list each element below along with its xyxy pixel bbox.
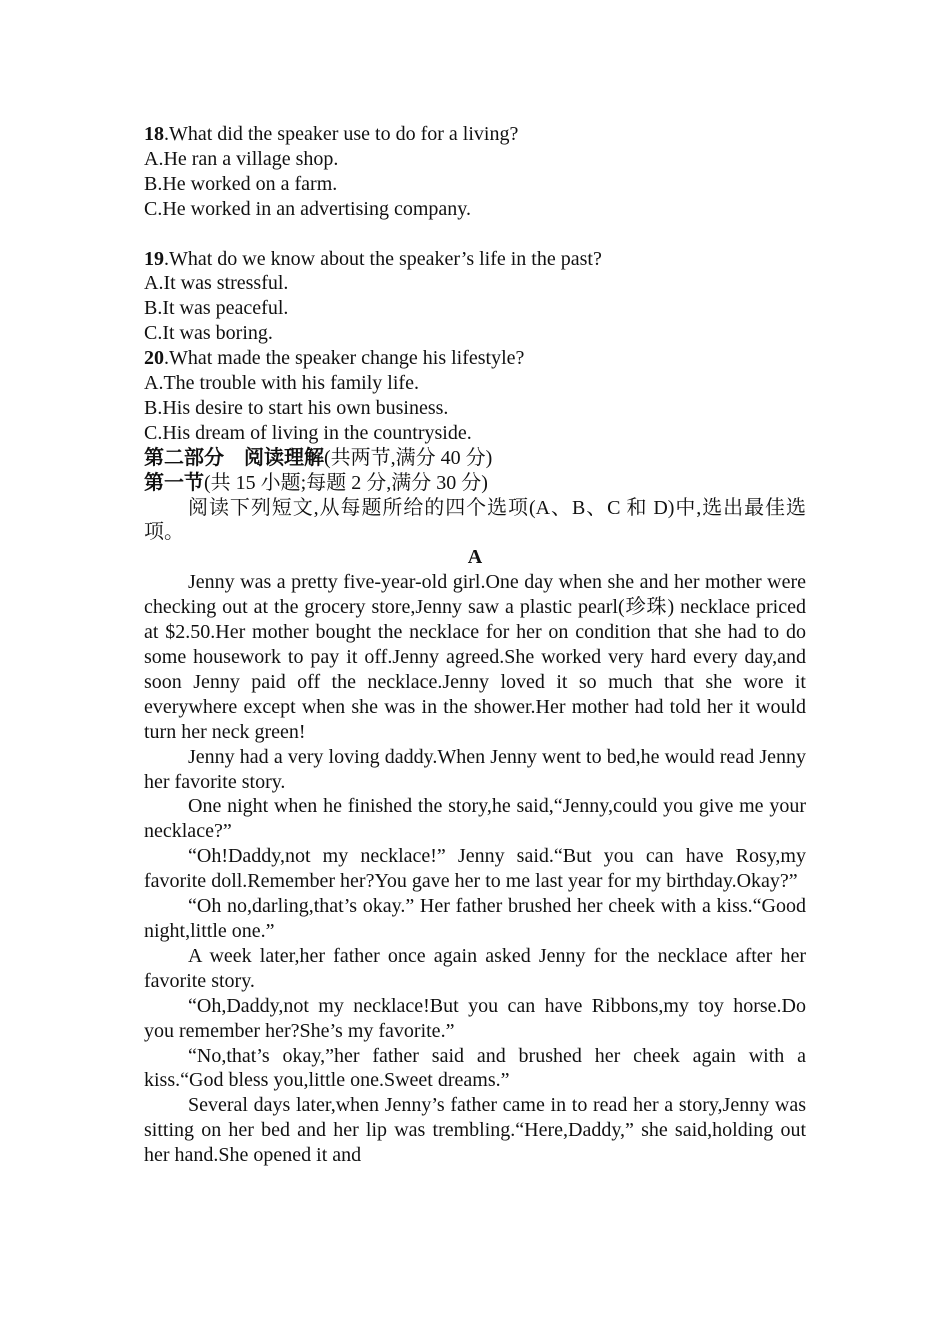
question-19 — [144, 247, 806, 272]
question-text: .What did the speaker use to do for a living? — [164, 123, 519, 145]
instruction-text: 阅读下列短文,从每题所给的四个选项(A、B、C 和 D)中,选出最佳选项。 — [144, 496, 806, 544]
question-18 — [144, 122, 806, 147]
passage-paragraph: “Oh,Daddy,not my necklace!But you can have Ribbons,my toy horse.Do you remember her?She’s my favorite.” — [144, 994, 806, 1042]
passage-paragraph: “Oh!Daddy,not my necklace!” Jenny said.“But you can have Rosy,my favorite doll.Remember her?You gave her to me last year for my birthday.Okay?” — [144, 845, 806, 893]
option-a: A.It was stressful. — [144, 272, 289, 295]
document-page — [144, 122, 806, 1168]
option-b: B.He worked on a farm. — [144, 172, 338, 195]
section-heading — [144, 446, 806, 471]
option-c: C.His dream of living in the countryside. — [144, 421, 472, 444]
question-number: 18 — [144, 123, 164, 145]
passage-paragraph: “No,that’s okay,”her father said and brushed her cheek again with a kiss.“God bless you,little one.Sweet dreams.” — [144, 1044, 806, 1092]
question-20 — [144, 346, 806, 371]
passage-paragraph: Jenny was a pretty five-year-old girl.One day when she and her mother were checking out at the grocery store,Jenny saw a plastic pearl(珍珠) necklace priced at $2.50.Her mother bought the necklace for her on condition that she had to do some housework to pay it off.Jenny agreed.She worked very hard every day,and soon Jenny paid off the necklace.Jenny loved it so much that she wore it everywhere except when she was in the shower.Her mother had told her it would turn her neck green! — [144, 571, 806, 743]
section-note: (共两节,满分 40 分) — [324, 446, 493, 469]
option-b: B.It was peaceful. — [144, 297, 289, 320]
passage-paragraph: “Oh no,darling,that’s okay.” Her father brushed her cheek with a kiss.“Good night,little one.” — [144, 895, 806, 942]
question-number: 19 — [144, 247, 164, 270]
question-number: 20 — [144, 347, 164, 370]
question-text: .What do we know about the speaker’s life in the past? — [164, 247, 602, 270]
subsection-note: (共 15 小题;每题 2 分,满分 30 分) — [204, 471, 488, 494]
passage-paragraph: One night when he finished the story,he said,“Jenny,could you give me your necklace?” — [144, 795, 806, 843]
option-a: A.He ran a village shop. — [144, 147, 339, 170]
option-c: C.It was boring. — [144, 322, 273, 345]
option-a: A.The trouble with his family life. — [144, 372, 419, 395]
question-text: .What made the speaker change his lifestyle? — [164, 347, 525, 370]
spacer — [144, 222, 806, 247]
passage-paragraph: A week later,her father once again asked Jenny for the necklace after her favorite story. — [144, 944, 806, 992]
passage-paragraph: Jenny had a very loving daddy.When Jenny went to bed,he would read Jenny her favorite story. — [144, 745, 806, 793]
option-c: C.He worked in an advertising company. — [144, 197, 471, 220]
option-b: B.His desire to start his own business. — [144, 396, 449, 419]
passage-heading: A — [467, 546, 483, 569]
subsection-title: 第一节 — [144, 471, 204, 494]
subsection-heading — [144, 471, 806, 496]
passage-paragraph: Several days later,when Jenny’s father came in to read her a story,Jenny was sitting on her bed and her lip was trembling.“Here,Daddy,” she said,holding out her hand.She opened it and — [144, 1094, 806, 1167]
section-title: 第二部分 阅读理解 — [144, 446, 324, 469]
